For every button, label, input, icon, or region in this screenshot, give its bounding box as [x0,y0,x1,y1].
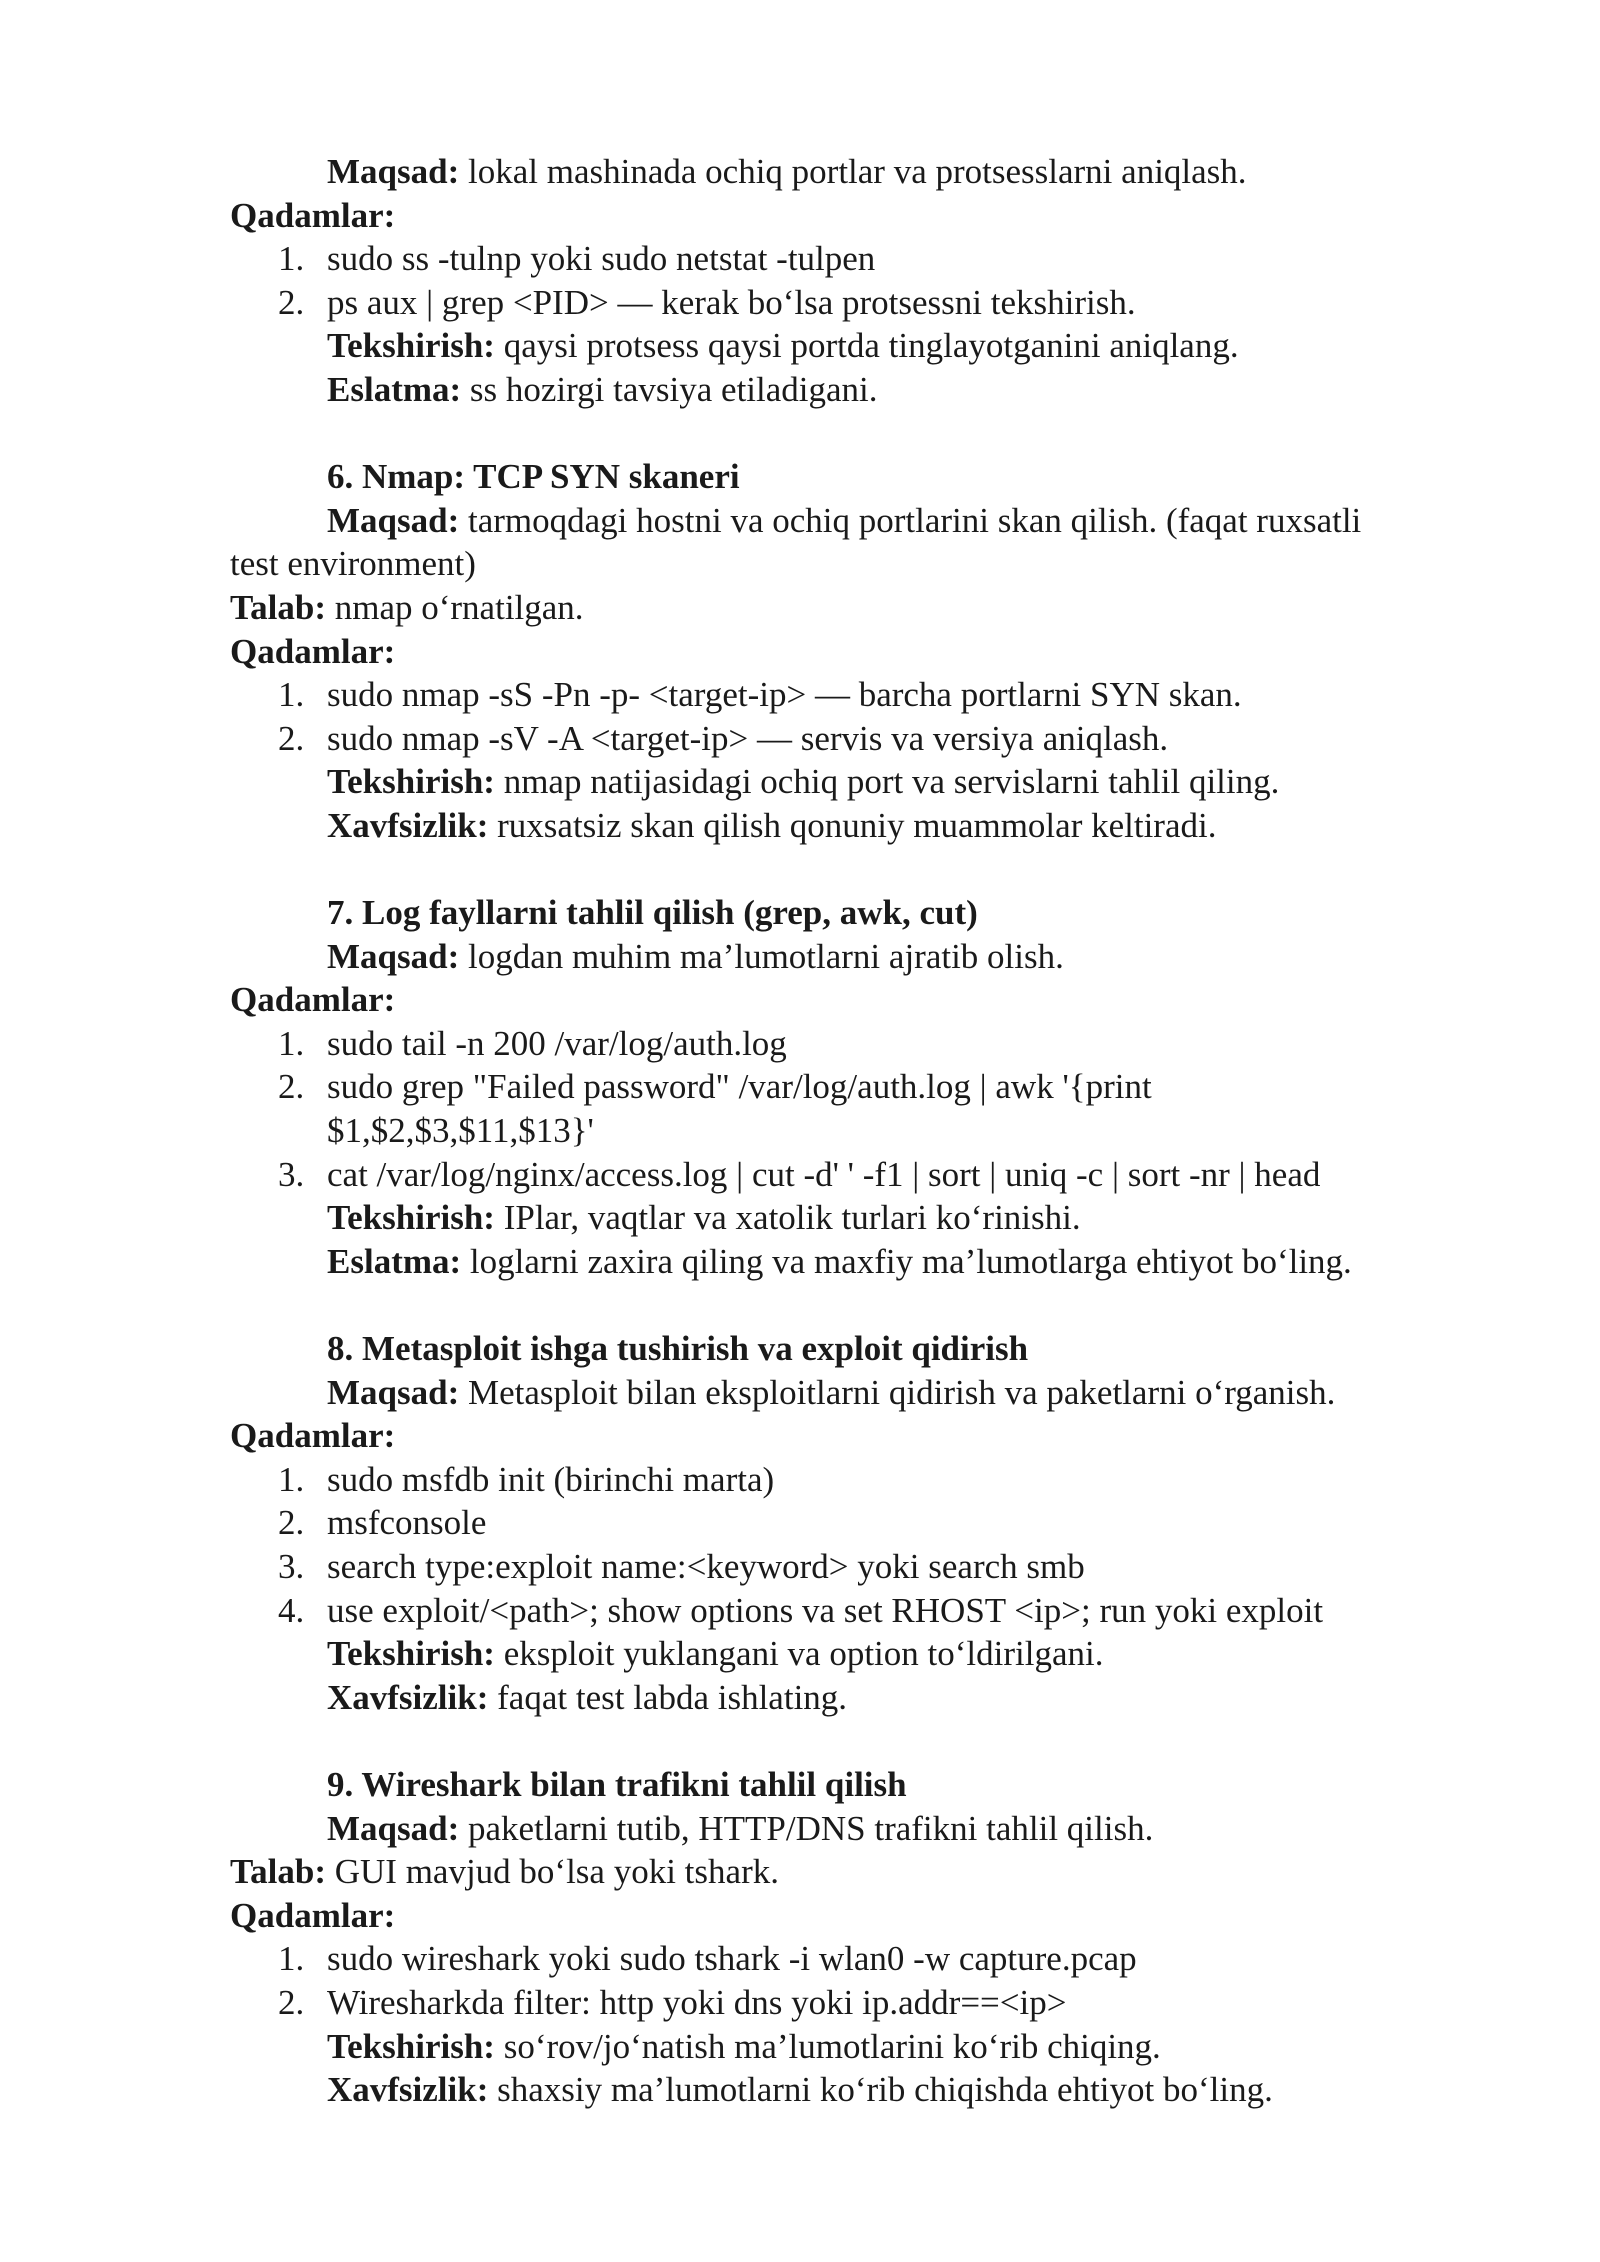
s6-steps-heading: Qadamlar: [230,631,396,671]
list-item: 3. cat /var/log/nginx/access.log | cut -d' ' -f1 | sort | uniq -c | sort -nr | head [278,1154,1321,1194]
s6-goal: Maqsad: tarmoqdagi hostni va ochiq portlarini skan qilish. (faqat ruxsatli [327,500,1362,540]
list-item: 4. use exploit/<path>; show options va set RHOST <ip>; run yoki exploit [278,1590,1324,1630]
s5-goal: Maqsad: lokal mashinada ochiq portlar va protsesslarni aniqlash. [327,152,1247,191]
list-item: 2. Wiresharkda filter: http yoki dns yoki ip.addr==<ip> [278,1982,1067,2022]
list-item: 1. sudo wireshark yoki sudo tshark -i wlan0 -w capture.pcap [278,1939,1137,1979]
s5-check: Tekshirish: qaysi protsess qaysi portda tinglayotganini aniqlang. [327,326,1239,366]
list-item: 1. sudo msfdb init (birinchi marta) [278,1459,775,1499]
spacer [0,848,1600,892]
s9-security: Xavfsizlik: shaxsiy ma’lumotlarni ko‘rib chiqishda ehtiyot bo‘ling. [327,2070,1273,2110]
document-page [0,150,1600,2112]
s6-goal-cont: test environment) [230,544,476,584]
s6-title: 6. Nmap: TCP SYN skaneri [327,457,740,497]
s8-check: Tekshirish: eksploit yuklangani va option to‘ldirilgani. [327,1634,1104,1674]
s9-title: 9. Wireshark bilan trafikni tahlil qilish [327,1764,907,1804]
spacer [0,412,1600,456]
list-item: 1. sudo nmap -sS -Pn -p- <target-ip> — barcha portlarni SYN skan. [278,675,1242,715]
s8-goal: Maqsad: Metasploit bilan eksploitlarni qidirish va paketlarni o‘rganish. [327,1372,1336,1412]
spacer [0,1719,1600,1763]
s9-check: Tekshirish: so‘rov/jo‘natish ma’lumotlarini ko‘rib chiqing. [327,2026,1161,2066]
s7-note: Eslatma: loglarni zaxira qiling va maxfiy ma’lumotlarga ehtiyot bo‘ling. [327,1241,1352,1281]
s7-title: 7. Log fayllarni tahlil qilish (grep, awk, cut) [327,893,978,933]
list-item: 1. sudo ss -tulnp yoki sudo netstat -tulpen [278,239,876,279]
s8-steps-heading: Qadamlar: [230,1416,396,1456]
list-item-cont: $1,$2,$3,$11,$13}' [327,1111,594,1151]
s5-note: Eslatma: ss hozirgi tavsiya etiladigani. [327,369,878,409]
list-item: 3. search type:exploit name:<keyword> yoki search smb [278,1547,1085,1586]
list-item: 1. sudo tail -n 200 /var/log/auth.log [278,1023,787,1063]
s5-steps-heading: Qadamlar: [230,195,396,235]
list-item: 2. sudo grep "Failed password" /var/log/auth.log | awk '{print [278,1067,1152,1107]
spacer [0,1283,1600,1327]
s9-steps-heading: Qadamlar: [230,1895,396,1935]
list-item: 2. sudo nmap -sV -A <target-ip> — servis va versiya aniqlash. [278,718,1169,758]
s9-goal: Maqsad: paketlarni tutib, HTTP/DNS trafikni tahlil qilish. [327,1808,1154,1848]
s6-security: Xavfsizlik: ruxsatsiz skan qilish qonuniy muammolar keltiradi. [327,805,1217,845]
list-item: 2. msfconsole [278,1503,487,1543]
s8-security: Xavfsizlik: faqat test labda ishlating. [327,1677,848,1717]
s6-requirement: Talab: nmap o‘rnatilgan. [230,587,584,627]
s7-check: Tekshirish: IPlar, vaqtlar va xatolik turlari ko‘rinishi. [327,1198,1081,1238]
s8-title: 8. Metasploit ishga tushirish va exploit qidirish [327,1329,1029,1369]
s7-steps-heading: Qadamlar: [230,980,396,1020]
s6-check: Tekshirish: nmap natijasidagi ochiq port va servislarni tahlil qiling. [327,762,1280,802]
s9-requirement: Talab: GUI mavjud bo‘lsa yoki tshark. [230,1852,779,1892]
list-item: 2. ps aux | grep <PID> — kerak bo‘lsa protsessni tekshirish. [278,282,1136,322]
s7-goal: Maqsad: logdan muhim ma’lumotlarni ajratib olish. [327,936,1064,976]
